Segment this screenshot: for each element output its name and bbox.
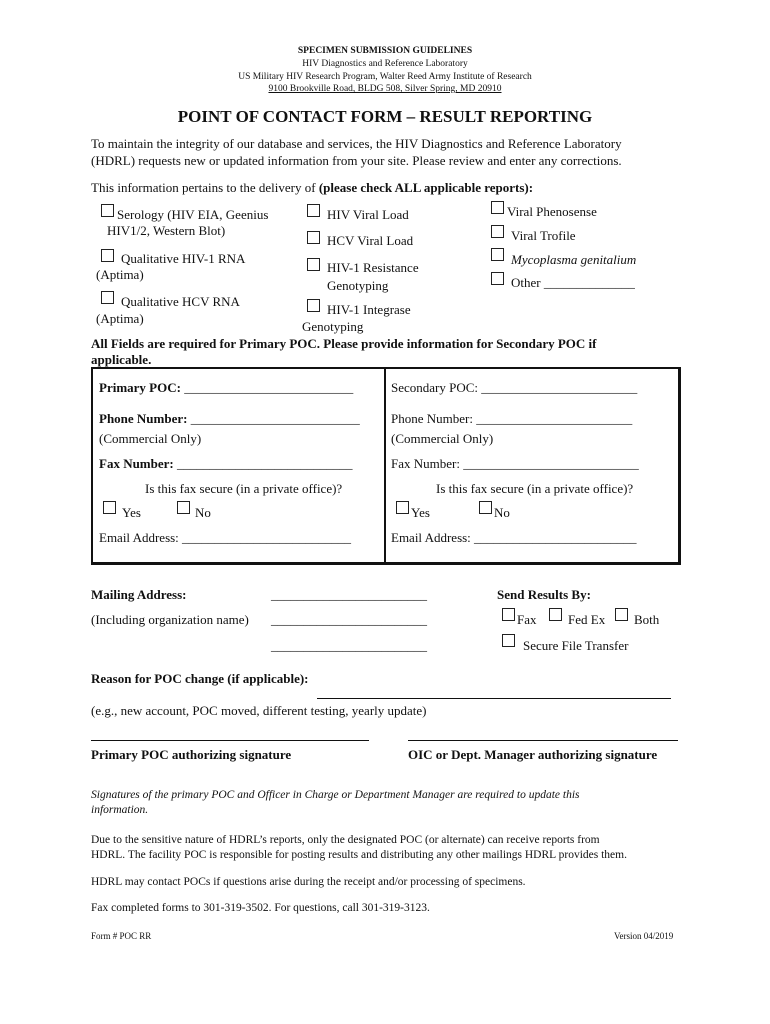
primary-phone-label: Phone Number: <box>99 411 188 426</box>
form-version: Version 04/2019 <box>614 931 674 941</box>
secondary-phone-field[interactable]: Phone Number: ________________________ <box>391 411 633 426</box>
send-fax-label: Fax <box>517 612 537 627</box>
mailing-address-line-3[interactable]: ________________________ <box>271 638 427 653</box>
hiv-viral-load-label: HIV Viral Load <box>327 207 409 222</box>
secondary-poc-field[interactable]: Secondary POC: ________________________ <box>391 380 638 395</box>
qual-hcv-label-2: (Aptima) <box>96 311 144 326</box>
oic-signature-label: OIC or Dept. Manager authorizing signature <box>408 747 658 762</box>
signature-requirement-note-2: information. <box>91 804 149 816</box>
hiv-resistance-label-2: Genotyping <box>327 278 389 293</box>
reason-examples: (e.g., new account, POC moved, different testing, yearly update) <box>91 703 427 718</box>
viral-phenosense-checkbox[interactable] <box>491 201 504 214</box>
hiv-integrase-label: HIV-1 Integrase <box>327 302 411 317</box>
primary-fax-blank: ___________________________ <box>173 456 353 471</box>
qual-hcv-checkbox[interactable] <box>101 291 114 304</box>
hcv-viral-load-label: HCV Viral Load <box>327 233 414 248</box>
qual-hiv-label: Qualitative HIV-1 RNA <box>121 251 246 266</box>
mailing-address-sublabel: (Including organization name) <box>91 612 249 627</box>
header-institute: US Military HIV Research Program, Walter Reed Army Institute of Research <box>238 72 532 82</box>
send-fax-checkbox[interactable] <box>502 608 515 621</box>
secure-file-transfer-checkbox[interactable] <box>502 634 515 647</box>
mycoplasma-label: Mycoplasma genitalium <box>511 252 637 267</box>
hiv-viral-load-checkbox[interactable] <box>307 204 320 217</box>
mailing-address-line-2[interactable]: ________________________ <box>271 612 427 627</box>
fax-instructions: Fax completed forms to 301-319-3502. For questions, call 301-319-3123. <box>91 902 430 914</box>
send-fedex-checkbox[interactable] <box>549 608 562 621</box>
intro-line-1: To maintain the integrity of our database and services, the HIV Diagnostics and Reference Laboratory <box>91 136 622 151</box>
qual-hcv-label: Qualitative HCV RNA <box>121 294 240 309</box>
qual-hiv-checkbox[interactable] <box>101 249 114 262</box>
secondary-fax-no-checkbox[interactable] <box>479 501 492 514</box>
secondary-fax-secure-question: Is this fax secure (in a private office)? <box>436 481 634 496</box>
secondary-fax-no-label: No <box>494 505 510 520</box>
pertains-prefix: This information pertains to the delivery of <box>91 180 319 195</box>
primary-fax-no-label: No <box>195 505 211 520</box>
viral-phenosense-label: Viral Phenosense <box>507 204 597 219</box>
signature-requirement-note: Signatures of the primary POC and Officer in Charge or Department Manager are required to update this <box>91 789 580 801</box>
hiv-integrase-checkbox[interactable] <box>307 299 320 312</box>
primary-fax-label: Fax Number: <box>99 456 174 471</box>
send-both-label: Both <box>634 612 660 627</box>
serology-label: Serology (HIV EIA, Geenius <box>117 207 269 222</box>
serology-label-2: HIV1/2, Western Blot) <box>107 223 226 238</box>
primary-poc-blank: __________________________ <box>180 380 354 395</box>
primary-poc-label: Primary POC: <box>99 380 181 395</box>
pertains-text <box>91 180 533 196</box>
mycoplasma-checkbox[interactable] <box>491 248 504 261</box>
secondary-fax-field[interactable]: Fax Number: ___________________________ <box>391 456 639 471</box>
viral-trofile-label: Viral Trofile <box>511 228 576 243</box>
send-results-label: Send Results By: <box>497 587 591 602</box>
other-checkbox[interactable] <box>491 272 504 285</box>
header-program-title: SPECIMEN SUBMISSION GUIDELINES <box>297 46 473 56</box>
send-fedex-label: Fed Ex <box>568 612 606 627</box>
primary-fax-yes-label: Yes <box>122 505 141 520</box>
primary-fax-secure-question: Is this fax secure (in a private office)? <box>145 481 343 496</box>
other-label: Other ______________ <box>511 275 635 290</box>
hcv-viral-load-checkbox[interactable] <box>307 231 320 244</box>
primary-fax-no-checkbox[interactable] <box>177 501 190 514</box>
secondary-commercial-note: (Commercial Only) <box>391 431 494 446</box>
header-lab-name: HIV Diagnostics and Reference Laboratory <box>302 59 468 69</box>
secure-file-transfer-label: Secure File Transfer <box>523 638 629 653</box>
primary-commercial-note: (Commercial Only) <box>99 431 202 446</box>
oic-signature-line[interactable] <box>408 740 678 741</box>
poc-table-divider <box>384 367 386 565</box>
required-note: All Fields are required for Primary POC. Please provide information for Secondary POC if <box>91 336 597 351</box>
pertains-instruction: (please check ALL applicable reports): <box>318 180 534 195</box>
primary-fax-yes-checkbox[interactable] <box>103 501 116 514</box>
intro-line-2: (HDRL) requests new or updated information from your site. Please review and enter any corrections. <box>91 153 622 168</box>
sensitive-reports-note-2: HDRL. The facility POC is responsible for posting results and distributing any other mailings HDRL provides them. <box>91 849 627 861</box>
hiv-resistance-label: HIV-1 Resistance <box>327 260 419 275</box>
primary-signature-line[interactable] <box>91 740 369 741</box>
secondary-fax-yes-label: Yes <box>411 505 430 520</box>
primary-phone-field[interactable] <box>99 411 360 427</box>
form-number: Form # POC RR <box>91 931 152 941</box>
contact-note: HDRL may contact POCs if questions arise during the receipt and/or processing of specimens. <box>91 876 526 888</box>
secondary-email-field[interactable]: Email Address: _________________________ <box>391 530 637 545</box>
reason-label: Reason for POC change (if applicable): <box>91 671 309 686</box>
primary-phone-blank: __________________________ <box>187 411 360 426</box>
header-address: 9100 Brookville Road, BLDG 508, Silver Spring, MD 20910 <box>268 84 502 94</box>
primary-email-field[interactable]: Email Address: __________________________ <box>99 530 352 545</box>
sensitive-reports-note: Due to the sensitive nature of HDRL’s reports, only the designated POC (or alternate) can receive reports from <box>91 834 600 846</box>
required-note-2: applicable. <box>91 352 152 367</box>
hiv-resistance-checkbox[interactable] <box>307 258 320 271</box>
primary-signature-label: Primary POC authorizing signature <box>91 747 292 762</box>
primary-poc-field[interactable] <box>99 380 353 396</box>
primary-fax-field[interactable] <box>99 456 353 472</box>
viral-trofile-checkbox[interactable] <box>491 225 504 238</box>
hiv-integrase-label-2: Genotyping <box>302 319 364 334</box>
secondary-fax-yes-checkbox[interactable] <box>396 501 409 514</box>
form-title: POINT OF CONTACT FORM – RESULT REPORTING <box>177 107 593 126</box>
reason-input-line[interactable] <box>317 698 671 699</box>
mailing-address-label: Mailing Address: <box>91 587 187 602</box>
serology-checkbox[interactable] <box>101 204 114 217</box>
mailing-address-line-1[interactable]: ________________________ <box>271 587 427 602</box>
send-both-checkbox[interactable] <box>615 608 628 621</box>
qual-hiv-label-2: (Aptima) <box>96 267 144 282</box>
